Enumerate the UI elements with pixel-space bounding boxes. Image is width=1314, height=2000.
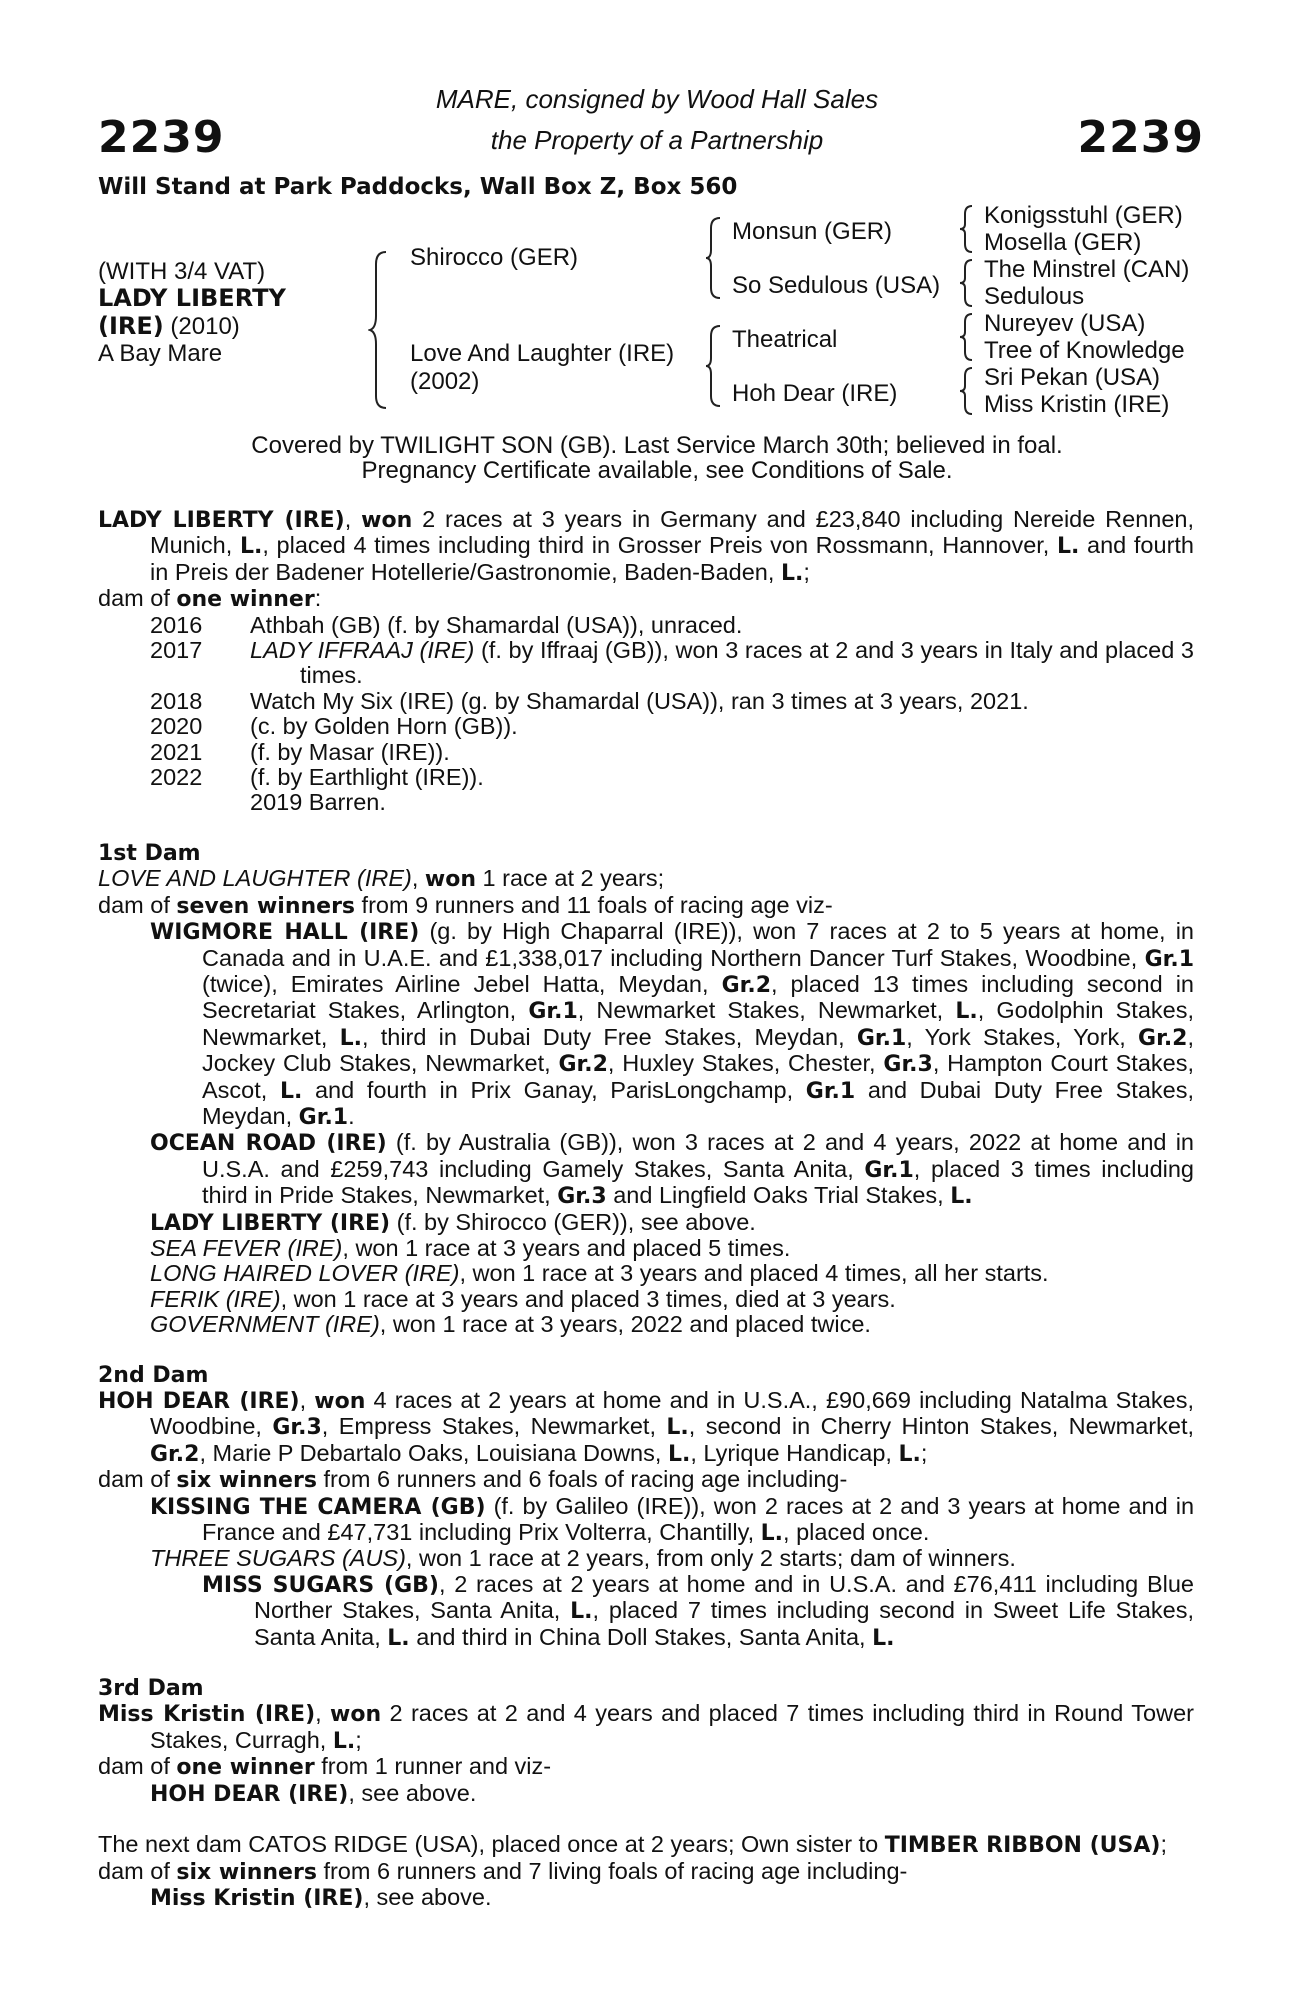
pedigree-dam-sire: Theatrical: [732, 326, 838, 353]
pedigree-sdd: Sedulous: [984, 283, 1085, 310]
pedigree-dss: Nureyev (USA): [984, 310, 1146, 337]
pedigree-brace-main: [368, 250, 392, 410]
progeny-wigmore-hall: WIGMORE HALL (IRE) (g. by High Chaparral (IRE)), won 7 races at 2 to 5 years at home, in Canada and in U.A.E. and £1,338,017 including Northern Dancer Turf Stakes, Woodbine, Gr.1 (twice), Emirates Airline Jebel Hatta, Meydan, Gr.2, placed 13 times including second in Secretariat Stakes, Arlington, Gr.1, Newmarket Stakes, Newmarket, L., Godolphin Stakes, Newmarket, L., third in Dubai Duty Free Stakes, Meydan, Gr.1, York Stakes, York, Gr.2, Jockey Club Stakes, Newmarket, Gr.2, Huxley Stakes, Chester, Gr.3, Hampton Court Stakes, Ascot, L. and fourth in Prix Ganay, ParisLongchamp, Gr.1 and Dubai Duty Free Stakes, Meydan, Gr.1.: [150, 918, 1195, 1130]
pedigree-brace-sire: [704, 216, 726, 300]
horse-description: A Bay Mare: [98, 340, 223, 367]
second-dam-heading: 2nd Dam: [98, 1362, 209, 1388]
catalogue-body: [98, 507, 1194, 1911]
pedigree-sire: Shirocco (GER): [410, 244, 579, 271]
pedigree-dam: Love And Laughter (IRE): [410, 340, 675, 367]
progeny-hoh-dear: HOH DEAR (IRE), see above.: [150, 1779, 477, 1807]
progeny-long-haired-lover: LONG HAIRED LOVER (IRE), won 1 race at 3 years and placed 4 times, all her starts.: [150, 1260, 1049, 1287]
pregnancy-note: Pregnancy Certificate available, see Conditions of Sale.: [361, 457, 953, 484]
vat-note: (WITH 3/4 VAT): [98, 258, 266, 285]
progeny-three-sugars: THREE SUGARS (AUS), won 1 race at 2 years, from only 2 starts; dam of winners.: [150, 1545, 1016, 1572]
pedigree-brace-dam: [704, 324, 726, 408]
progeny-text: Watch My Six (IRE) (g. by Shamardal (USA)), ran 3 times at 3 years, 2021.: [250, 687, 1029, 714]
pedigree-sire-dam: So Sedulous (USA): [732, 272, 941, 299]
third-dam-of: dam of one winner from 1 runner and viz-: [98, 1753, 552, 1781]
pedigree-sire-sire: Monsun (GER): [732, 218, 893, 245]
progeny-year: 2021: [150, 738, 203, 765]
progeny-sea-fever: SEA FEVER (IRE), won 1 race at 3 years and placed 5 times.: [150, 1234, 791, 1261]
header-consignor: MARE, consigned by Wood Hall Sales: [435, 84, 879, 114]
progeny-year: 2018: [150, 687, 203, 714]
lot-number-left: 2239: [98, 112, 225, 163]
pedigree-sss: Konigsstuhl (GER): [984, 202, 1183, 229]
header-property: the Property of a Partnership: [490, 125, 824, 155]
first-dam-heading: 1st Dam: [98, 840, 201, 866]
mare-record: LADY LIBERTY (IRE), won 2 races at 3 years in Germany and £23,840 including Nereide Rennen, Munich, L., placed 4 times including third in Grosser Preis von Rossmann, Hannover, L. and fourth in Preis der Badener Hotellerie/Gastronomie, Baden-Baden, L.;: [98, 506, 1195, 586]
lot-number-right: 2239: [1077, 112, 1204, 163]
second-dam-of: dam of six winners from 6 runners and 6 foals of racing age including-: [98, 1466, 848, 1494]
progeny-year: 2020: [150, 713, 203, 740]
horse-name: LADY LIBERTY: [98, 284, 286, 312]
pedigree-dam-year: (2002): [410, 368, 480, 395]
progeny-year: 2016: [150, 611, 203, 638]
progeny-text: 2019 Barren.: [250, 789, 386, 816]
progeny-miss-kristin: Miss Kristin (IRE), see above.: [150, 1883, 492, 1911]
pedigree-brace-ds: [958, 312, 978, 362]
third-dam-record: Miss Kristin (IRE), won 2 races at 2 and 4 years and placed 7 times including third in Round Tower Stakes, Curragh, L.;: [98, 1700, 1194, 1754]
pedigree-brace-sd: [958, 258, 978, 308]
horse-year: (2010): [163, 313, 240, 340]
progeny-text: (c. by Golden Horn (GB)).: [250, 713, 518, 740]
progeny-text: (f. by Masar (IRE)).: [250, 738, 450, 765]
progeny-year: [150, 790, 250, 815]
horse-country: (IRE): [98, 312, 164, 340]
progeny-kissing-the-camera: KISSING THE CAMERA (GB) (f. by Galileo (IRE)), won 2 races at 2 and 3 years at home and in France and £47,731 including Prix Volterra, Chantilly, L., placed once.: [150, 1492, 1195, 1547]
mare-dam-of: dam of one winner:: [98, 585, 322, 613]
progeny-miss-sugars: MISS SUGARS (GB), 2 races at 2 years at home and in U.S.A. and £76,411 including Blue Norther Stakes, Santa Anita, L., placed 7 times including second in Sweet Life Stakes, Santa Anita, L. and third in China Doll Stakes, Santa Anita, L.: [202, 1570, 1194, 1651]
progeny-list: [150, 613, 1194, 816]
pedigree-dam-dam: Hoh Dear (IRE): [732, 380, 898, 407]
stand-location: Will Stand at Park Paddocks, Wall Box Z, Box 560: [98, 174, 738, 200]
pedigree-brace-ss: [958, 204, 978, 254]
progeny-ferik: FERIK (IRE), won 1 race at 3 years and placed 3 times, died at 3 years.: [150, 1285, 896, 1312]
first-dam-record: LOVE AND LAUGHTER (IRE), won 1 race at 2 years;: [98, 865, 665, 893]
progeny-ocean-road: OCEAN ROAD (IRE) (f. by Australia (GB)), won 3 races at 2 and 4 years, 2022 at home and in U.S.A. and £259,743 including Gamely Stakes, Santa Anita, Gr.1, placed 3 times including third in Pride Stakes, Newmarket, Gr.3 and Lingfield Oaks Trial Stakes, L.: [150, 1129, 1195, 1210]
pedigree-brace-dd: [958, 366, 978, 416]
progeny-text: Athbah (GB) (f. by Shamardal (USA)), unraced.: [250, 611, 743, 638]
pedigree-ssd: Mosella (GER): [984, 229, 1142, 256]
next-dam-of: dam of six winners from 6 runners and 7 living foals of racing age including-: [98, 1857, 908, 1885]
progeny-text: (f. by Earthlight (IRE)).: [250, 764, 484, 791]
pedigree-dsd: Tree of Knowledge: [984, 337, 1185, 364]
progeny-lady-liberty: LADY LIBERTY (IRE) (f. by Shirocco (GER)), see above.: [150, 1208, 756, 1236]
mare-name: LADY LIBERTY (IRE): [98, 508, 345, 533]
covered-by: Covered by TWILIGHT SON (GB). Last Service March 30th; believed in foal.: [251, 432, 1063, 459]
third-dam-heading: 3rd Dam: [98, 1676, 204, 1702]
progeny-government: GOVERNMENT (IRE), won 1 race at 3 years, 2022 and placed twice.: [150, 1311, 871, 1338]
progeny-year: 2022: [150, 764, 203, 791]
second-dam-record: HOH DEAR (IRE), won 4 races at 2 years at home and in U.S.A., £90,669 including Natalma Stakes, Woodbine, Gr.3, Empress Stakes, Newmarket, L., second in Cherry Hinton Stakes, Newmarket, Gr.2, Marie P Debartalo Oaks, Louisiana Downs, L., Lyrique Handicap, L.;: [98, 1387, 1195, 1467]
horse-name-line2: [98, 312, 240, 341]
next-dam-record: The next dam CATOS RIDGE (USA), placed once at 2 years; Own sister to TIMBER RIBBON (USA);: [98, 1831, 1167, 1859]
progeny-year: 2017: [150, 637, 203, 664]
pedigree-dds: Sri Pekan (USA): [984, 364, 1161, 391]
pedigree-sds: The Minstrel (CAN): [984, 256, 1190, 283]
progeny-text: LADY IFFRAAJ (IRE) (f. by Iffraaj (GB)), won 3 races at 2 and 3 years in Italy and placed 3 times.: [250, 637, 1194, 689]
first-dam-of: dam of seven winners from 9 runners and 11 foals of racing age viz-: [98, 891, 833, 919]
pedigree-ddd: Miss Kristin (IRE): [984, 391, 1170, 418]
